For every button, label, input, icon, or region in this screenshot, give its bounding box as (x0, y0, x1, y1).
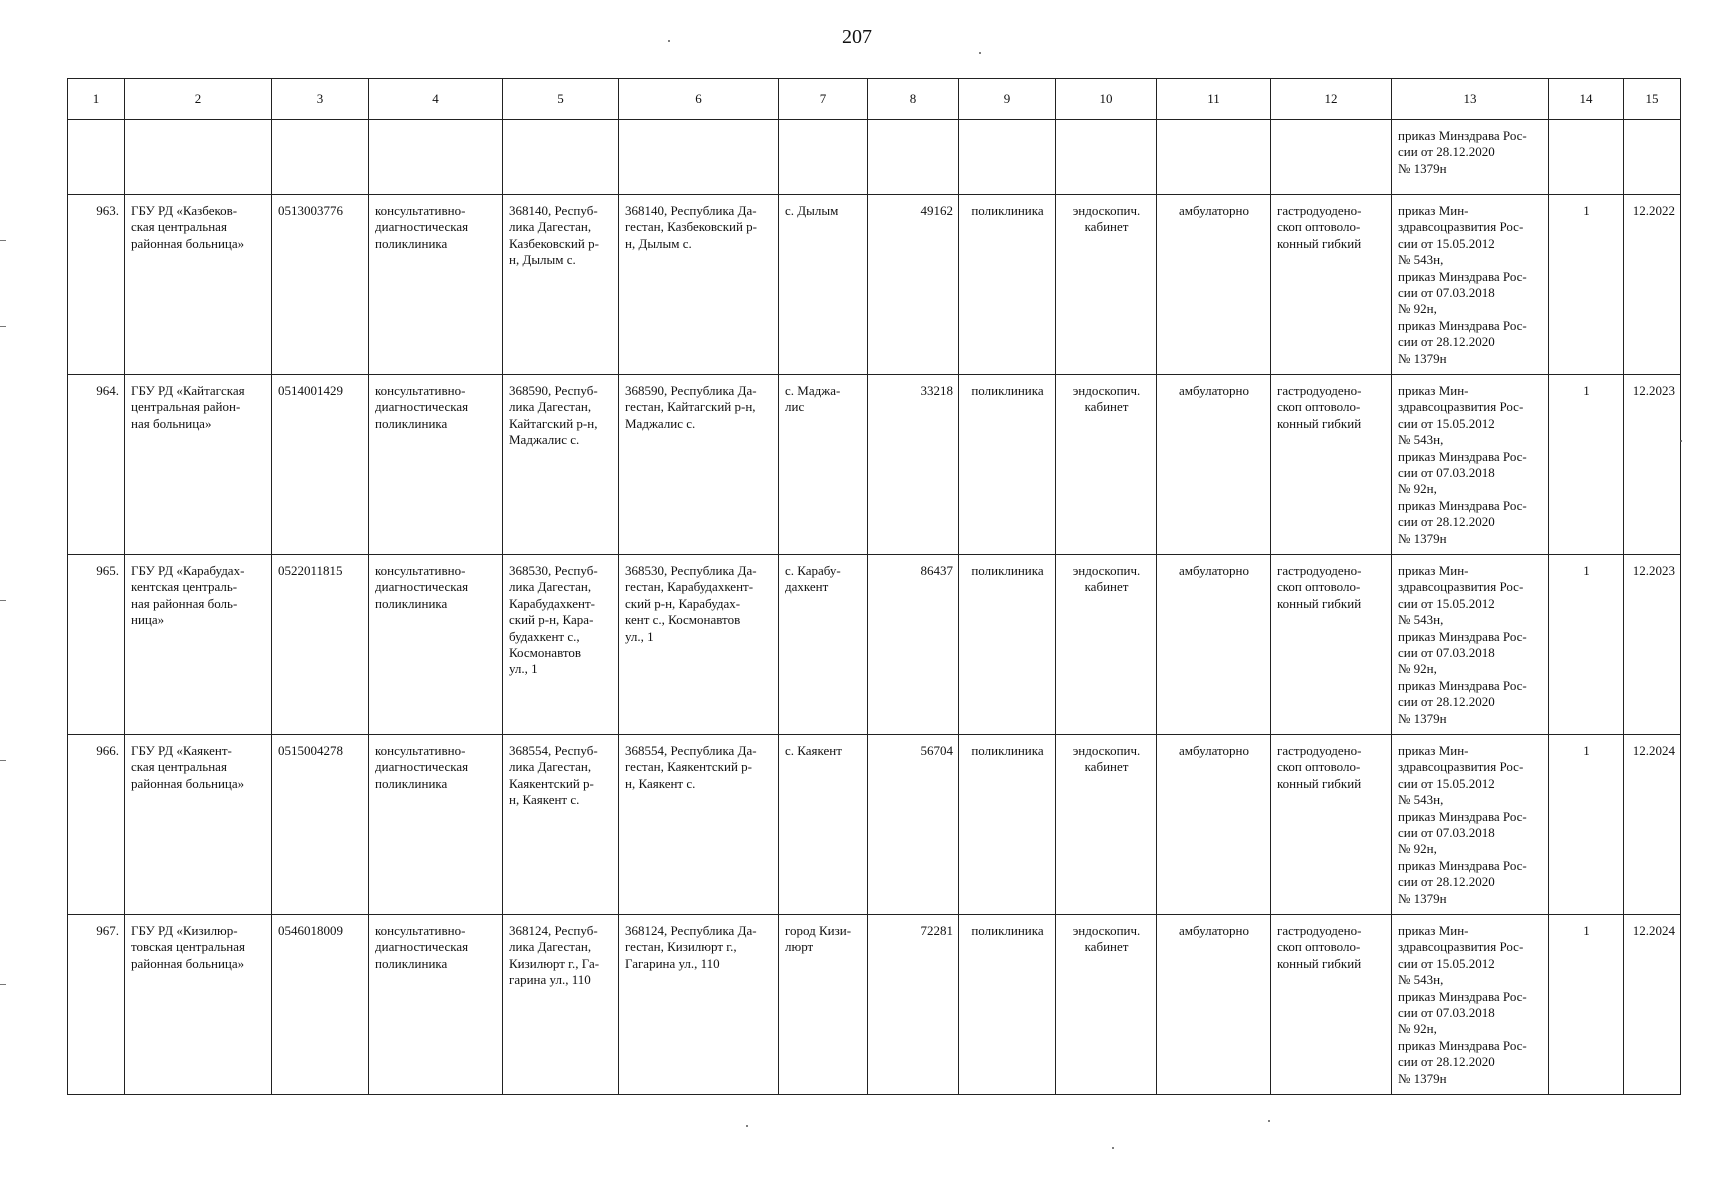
quantity-cell: 1 (1549, 555, 1624, 735)
organization-cell: ГБУ РД «Кайтагская центральная район- ная больница» (125, 375, 272, 555)
table-row (68, 915, 1681, 1095)
settlement-cell: с. Каякент (779, 735, 868, 915)
column-number-header: 4 (369, 79, 503, 120)
empty-cell (779, 120, 868, 195)
row-number-cell: 965. (68, 555, 125, 735)
equipment-cell: гастродуодено- скоп оптоволо- конный гибкий (1271, 375, 1392, 555)
legal-basis-cell: приказ Мин- здравсоцразвития Рос- сии от 15.05.2012 № 543н, приказ Минздрава Рос- сии от 07.03.2018 № 92н, приказ Минздрава Рос- сии от 28.12.2020 № 1379н (1392, 555, 1549, 735)
quantity-cell: 1 (1549, 915, 1624, 1095)
continuation-row (68, 120, 1681, 195)
legal-basis-cell: приказ Мин- здравсоцразвития Рос- сии от 15.05.2012 № 543н, приказ Минздрава Рос- сии от 07.03.2018 № 92н, приказ Минздрава Рос- сии от 28.12.2020 № 1379н (1392, 915, 1549, 1095)
legal-address-cell: 368140, Респуб- лика Дагестан, Казбековский р- н, Дылым с. (503, 195, 619, 375)
room-cell: эндоскопич. кабинет (1056, 735, 1157, 915)
settlement-cell: с. Маджа- лис (779, 375, 868, 555)
room-cell: эндоскопич. кабинет (1056, 555, 1157, 735)
settlement-cell: с. Дылым (779, 195, 868, 375)
legal-basis-cell: приказ Мин- здравсоцразвития Рос- сии от 15.05.2012 № 543н, приказ Минздрава Рос- сии от 07.03.2018 № 92н, приказ Минздрава Рос- сии от 28.12.2020 № 1379н (1392, 735, 1549, 915)
population-cell: 86437 (868, 555, 959, 735)
department-cell: поликлиника (959, 915, 1056, 1095)
row-number-cell: 967. (68, 915, 125, 1095)
column-number-header: 10 (1056, 79, 1157, 120)
equipment-cell: гастродуодено- скоп оптоволо- конный гибкий (1271, 735, 1392, 915)
column-number-header: 6 (619, 79, 779, 120)
facility-type-cell: консультативно- диагностическая поликлиника (369, 195, 503, 375)
actual-address-cell: 368590, Республика Да- гестан, Кайтагский р-н, Маджалис с. (619, 375, 779, 555)
empty-cell (68, 120, 125, 195)
inn-cell: 0522011815 (272, 555, 369, 735)
actual-address-cell: 368554, Республика Да- гестан, Каякентский р- н, Каякент с. (619, 735, 779, 915)
room-cell: эндоскопич. кабинет (1056, 915, 1157, 1095)
department-cell: поликлиника (959, 195, 1056, 375)
scan-speck (746, 1125, 748, 1127)
facility-type-cell: консультативно- диагностическая поликлиника (369, 735, 503, 915)
legal-address-cell: 368590, Респуб- лика Дагестан, Кайтагский р-н, Маджалис с. (503, 375, 619, 555)
column-number-header: 14 (1549, 79, 1624, 120)
inn-cell: 0514001429 (272, 375, 369, 555)
registry-table (67, 78, 1681, 1095)
empty-cell (1549, 120, 1624, 195)
column-number-header: 1 (68, 79, 125, 120)
column-number-header-row (68, 79, 1681, 120)
empty-cell (503, 120, 619, 195)
department-cell: поликлиника (959, 555, 1056, 735)
facility-type-cell: консультативно- диагностическая поликлиника (369, 555, 503, 735)
table-row (68, 735, 1681, 915)
margin-mark (0, 240, 6, 241)
table-row (68, 555, 1681, 735)
empty-cell (868, 120, 959, 195)
scan-speck (668, 40, 670, 42)
quantity-cell: 1 (1549, 735, 1624, 915)
equipment-cell: гастродуодено- скоп оптоволо- конный гибкий (1271, 555, 1392, 735)
empty-cell (272, 120, 369, 195)
legal-address-cell: 368124, Респуб- лика Дагестан, Кизилюрт г., Га- гарина ул., 110 (503, 915, 619, 1095)
column-number-header: 8 (868, 79, 959, 120)
empty-cell (1271, 120, 1392, 195)
column-number-header: 13 (1392, 79, 1549, 120)
empty-cell (125, 120, 272, 195)
scan-speck (979, 52, 981, 54)
empty-cell (369, 120, 503, 195)
row-number-cell: 963. (68, 195, 125, 375)
population-cell: 49162 (868, 195, 959, 375)
margin-mark (0, 984, 6, 985)
date-cell: 12.2023 (1624, 375, 1681, 555)
quantity-cell: 1 (1549, 375, 1624, 555)
row-number-cell: 966. (68, 735, 125, 915)
equipment-cell: гастродуодено- скоп оптоволо- конный гибкий (1271, 915, 1392, 1095)
care-form-cell: амбулаторно (1157, 195, 1271, 375)
column-number-header: 3 (272, 79, 369, 120)
actual-address-cell: 368140, Республика Да- гестан, Казбековский р- н, Дылым с. (619, 195, 779, 375)
empty-cell (959, 120, 1056, 195)
scan-speck (1268, 1120, 1270, 1122)
inn-cell: 0515004278 (272, 735, 369, 915)
care-form-cell: амбулаторно (1157, 555, 1271, 735)
column-number-header: 7 (779, 79, 868, 120)
legal-basis-cell: приказ Мин- здравсоцразвития Рос- сии от 15.05.2012 № 543н, приказ Минздрава Рос- сии от 07.03.2018 № 92н, приказ Минздрава Рос- сии от 28.12.2020 № 1379н (1392, 375, 1549, 555)
legal-basis-cell: приказ Мин- здравсоцразвития Рос- сии от 15.05.2012 № 543н, приказ Минздрава Рос- сии от 07.03.2018 № 92н, приказ Минздрава Рос- сии от 28.12.2020 № 1379н (1392, 195, 1549, 375)
column-number-header: 12 (1271, 79, 1392, 120)
room-cell: эндоскопич. кабинет (1056, 375, 1157, 555)
quantity-cell: 1 (1549, 195, 1624, 375)
facility-type-cell: консультативно- диагностическая поликлиника (369, 915, 503, 1095)
row-number-cell: 964. (68, 375, 125, 555)
department-cell: поликлиника (959, 735, 1056, 915)
empty-cell (1157, 120, 1271, 195)
organization-cell: ГБУ РД «Кизилюр- товская центральная районная больница» (125, 915, 272, 1095)
empty-cell (619, 120, 779, 195)
settlement-cell: город Кизи- люрт (779, 915, 868, 1095)
population-cell: 33218 (868, 375, 959, 555)
column-number-header: 2 (125, 79, 272, 120)
scan-speck (1680, 440, 1682, 442)
organization-cell: ГБУ РД «Казбеков- ская центральная районная больница» (125, 195, 272, 375)
care-form-cell: амбулаторно (1157, 735, 1271, 915)
population-cell: 72281 (868, 915, 959, 1095)
page-number: 207 (842, 26, 872, 48)
room-cell: эндоскопич. кабинет (1056, 195, 1157, 375)
inn-cell: 0546018009 (272, 915, 369, 1095)
date-cell: 12.2023 (1624, 555, 1681, 735)
table-row (68, 375, 1681, 555)
date-cell: 12.2024 (1624, 735, 1681, 915)
date-cell: 12.2024 (1624, 915, 1681, 1095)
table-row (68, 195, 1681, 375)
actual-address-cell: 368124, Республика Да- гестан, Кизилюрт г., Гагарина ул., 110 (619, 915, 779, 1095)
legal-address-cell: 368554, Респуб- лика Дагестан, Каякентский р- н, Каякент с. (503, 735, 619, 915)
organization-cell: ГБУ РД «Каякент- ская центральная районная больница» (125, 735, 272, 915)
column-number-header: 15 (1624, 79, 1681, 120)
margin-mark (0, 326, 6, 327)
date-cell: 12.2022 (1624, 195, 1681, 375)
empty-cell (1624, 120, 1681, 195)
legal-address-cell: 368530, Респуб- лика Дагестан, Карабудахкент- ский р-н, Кара- будахкент с., Космонавтов ул., 1 (503, 555, 619, 735)
legal-basis-cell: приказ Минздрава Рос- сии от 28.12.2020 № 1379н (1392, 120, 1549, 195)
facility-type-cell: консультативно- диагностическая поликлиника (369, 375, 503, 555)
equipment-cell: гастродуодено- скоп оптоволо- конный гибкий (1271, 195, 1392, 375)
column-number-header: 11 (1157, 79, 1271, 120)
margin-mark (0, 760, 6, 761)
column-number-header: 5 (503, 79, 619, 120)
organization-cell: ГБУ РД «Карабудах- кентская централь- ная районная боль- ница» (125, 555, 272, 735)
care-form-cell: амбулаторно (1157, 915, 1271, 1095)
registry-table-container (67, 78, 1681, 1095)
settlement-cell: с. Карабу- дахкент (779, 555, 868, 735)
actual-address-cell: 368530, Республика Да- гестан, Карабудахкент- ский р-н, Карабудах- кент с., Космонавтов ул., 1 (619, 555, 779, 735)
population-cell: 56704 (868, 735, 959, 915)
care-form-cell: амбулаторно (1157, 375, 1271, 555)
inn-cell: 0513003776 (272, 195, 369, 375)
empty-cell (1056, 120, 1157, 195)
margin-mark (0, 600, 6, 601)
scan-speck (1112, 1147, 1114, 1149)
column-number-header: 9 (959, 79, 1056, 120)
department-cell: поликлиника (959, 375, 1056, 555)
